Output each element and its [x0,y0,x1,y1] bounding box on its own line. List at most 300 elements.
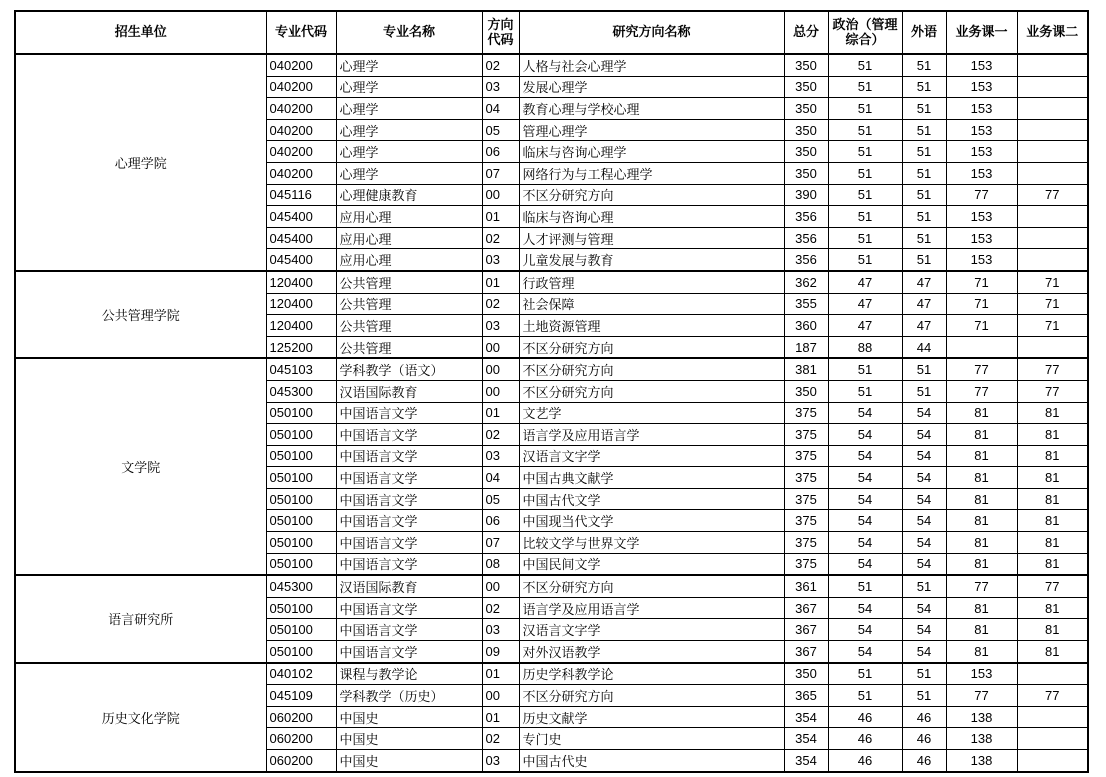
direction-name-cell: 网络行为与工程心理学 [519,162,784,184]
direction-code-cell: 09 [482,641,519,663]
direction-code-cell: 08 [482,553,519,575]
major-code-cell: 045300 [266,380,336,402]
foreign-language-score-cell: 51 [902,358,946,380]
course-two-score-cell [1017,162,1088,184]
course-two-score-cell [1017,750,1088,772]
total-score-cell: 354 [784,728,828,750]
major-code-cell: 040102 [266,663,336,685]
politics-score-cell: 51 [828,162,902,184]
foreign-language-score-cell: 54 [902,510,946,532]
politics-score-cell: 51 [828,249,902,271]
total-score-cell: 360 [784,315,828,337]
direction-code-cell: 04 [482,467,519,489]
foreign-language-score-cell: 51 [902,54,946,76]
foreign-language-score-cell: 54 [902,467,946,489]
direction-name-cell: 土地资源管理 [519,315,784,337]
table-body [15,54,1088,772]
total-score-cell: 350 [784,98,828,120]
foreign-language-score-cell: 54 [902,445,946,467]
major-name-cell: 中国语言文学 [336,619,482,641]
direction-name-cell: 汉语言文字学 [519,619,784,641]
major-code-cell: 050100 [266,402,336,424]
course-one-score-cell: 153 [946,141,1017,163]
foreign-language-score-cell: 51 [902,98,946,120]
politics-score-cell: 51 [828,685,902,707]
major-name-cell: 心理学 [336,141,482,163]
major-code-cell: 050100 [266,532,336,554]
total-score-cell: 356 [784,227,828,249]
course-one-score-cell: 81 [946,467,1017,489]
direction-name-cell: 不区分研究方向 [519,685,784,707]
course-one-score-cell: 153 [946,206,1017,228]
major-name-cell: 中国史 [336,728,482,750]
direction-name-cell: 历史学科教学论 [519,663,784,685]
course-two-score-cell [1017,336,1088,358]
politics-score-cell: 54 [828,641,902,663]
politics-score-cell: 54 [828,488,902,510]
foreign-language-score-cell: 51 [902,141,946,163]
direction-code-cell: 05 [482,119,519,141]
course-two-score-cell: 77 [1017,184,1088,206]
direction-code-cell: 04 [482,98,519,120]
direction-code-cell: 02 [482,54,519,76]
major-code-cell: 050100 [266,597,336,619]
major-name-cell: 中国史 [336,750,482,772]
total-score-cell: 375 [784,445,828,467]
course-two-score-cell: 77 [1017,575,1088,597]
major-name-cell: 公共管理 [336,271,482,293]
major-code-cell: 060200 [266,728,336,750]
course-one-score-cell: 71 [946,293,1017,315]
major-code-cell: 050100 [266,619,336,641]
course-one-score-cell: 71 [946,271,1017,293]
course-one-score-cell: 153 [946,54,1017,76]
direction-name-cell: 不区分研究方向 [519,358,784,380]
course-two-score-cell: 81 [1017,467,1088,489]
direction-name-cell: 人才评测与管理 [519,227,784,249]
total-score-cell: 375 [784,510,828,532]
course-one-score-cell: 153 [946,249,1017,271]
major-name-cell: 公共管理 [336,293,482,315]
course-two-score-cell [1017,663,1088,685]
course-one-score-cell: 81 [946,641,1017,663]
direction-code-cell: 07 [482,162,519,184]
politics-score-cell: 51 [828,184,902,206]
course-one-score-cell: 138 [946,706,1017,728]
header-course-two: 业务课二 [1017,11,1088,54]
major-code-cell: 120400 [266,293,336,315]
unit-cell: 心理学院 [15,54,266,271]
total-score-cell: 367 [784,597,828,619]
course-two-score-cell [1017,141,1088,163]
major-name-cell: 心理学 [336,162,482,184]
politics-score-cell: 46 [828,750,902,772]
foreign-language-score-cell: 51 [902,249,946,271]
course-one-score-cell: 77 [946,358,1017,380]
course-one-score-cell: 81 [946,488,1017,510]
major-code-cell: 125200 [266,336,336,358]
course-two-score-cell: 71 [1017,293,1088,315]
direction-name-cell: 行政管理 [519,271,784,293]
direction-name-cell: 人格与社会心理学 [519,54,784,76]
direction-code-cell: 03 [482,619,519,641]
politics-score-cell: 54 [828,510,902,532]
major-name-cell: 心理学 [336,54,482,76]
politics-score-cell: 51 [828,575,902,597]
major-name-cell: 中国语言文学 [336,597,482,619]
politics-score-cell: 51 [828,54,902,76]
foreign-language-score-cell: 51 [902,76,946,98]
direction-code-cell: 01 [482,402,519,424]
course-two-score-cell [1017,76,1088,98]
major-name-cell: 中国语言文学 [336,532,482,554]
foreign-language-score-cell: 47 [902,315,946,337]
direction-name-cell: 不区分研究方向 [519,184,784,206]
course-two-score-cell [1017,227,1088,249]
politics-score-cell: 88 [828,336,902,358]
foreign-language-score-cell: 51 [902,380,946,402]
total-score-cell: 375 [784,488,828,510]
major-name-cell: 中国语言文学 [336,445,482,467]
direction-code-cell: 02 [482,424,519,446]
direction-name-cell: 比较文学与世界文学 [519,532,784,554]
total-score-cell: 375 [784,424,828,446]
major-name-cell: 中国史 [336,706,482,728]
major-code-cell: 050100 [266,445,336,467]
foreign-language-score-cell: 51 [902,184,946,206]
direction-name-cell: 临床与咨询心理学 [519,141,784,163]
major-name-cell: 应用心理 [336,206,482,228]
direction-name-cell: 不区分研究方向 [519,380,784,402]
total-score-cell: 187 [784,336,828,358]
total-score-cell: 350 [784,380,828,402]
direction-name-cell: 中国古典文献学 [519,467,784,489]
course-two-score-cell: 77 [1017,380,1088,402]
total-score-cell: 367 [784,641,828,663]
direction-name-cell: 儿童发展与教育 [519,249,784,271]
foreign-language-score-cell: 54 [902,402,946,424]
foreign-language-score-cell: 47 [902,293,946,315]
direction-name-cell: 社会保障 [519,293,784,315]
unit-cell: 文学院 [15,358,266,575]
direction-code-cell: 03 [482,445,519,467]
major-code-cell: 050100 [266,641,336,663]
direction-code-cell: 03 [482,315,519,337]
direction-name-cell: 教育心理与学校心理 [519,98,784,120]
major-code-cell: 050100 [266,424,336,446]
course-one-score-cell: 153 [946,76,1017,98]
course-two-score-cell [1017,54,1088,76]
course-one-score-cell: 77 [946,184,1017,206]
direction-code-cell: 00 [482,184,519,206]
major-code-cell: 050100 [266,467,336,489]
foreign-language-score-cell: 54 [902,532,946,554]
direction-code-cell: 06 [482,510,519,532]
direction-name-cell: 管理心理学 [519,119,784,141]
foreign-language-score-cell: 46 [902,728,946,750]
course-one-score-cell: 81 [946,532,1017,554]
foreign-language-score-cell: 51 [902,162,946,184]
course-one-score-cell: 138 [946,750,1017,772]
politics-score-cell: 51 [828,227,902,249]
major-code-cell: 045300 [266,575,336,597]
major-code-cell: 040200 [266,76,336,98]
direction-code-cell: 00 [482,380,519,402]
foreign-language-score-cell: 46 [902,706,946,728]
direction-code-cell: 00 [482,575,519,597]
header-foreign-language: 外语 [902,11,946,54]
foreign-language-score-cell: 46 [902,750,946,772]
course-two-score-cell [1017,706,1088,728]
direction-code-cell: 02 [482,293,519,315]
politics-score-cell: 51 [828,141,902,163]
politics-score-cell: 54 [828,445,902,467]
foreign-language-score-cell: 47 [902,271,946,293]
major-name-cell: 汉语国际教育 [336,575,482,597]
major-code-cell: 045400 [266,206,336,228]
course-two-score-cell: 77 [1017,685,1088,707]
foreign-language-score-cell: 51 [902,119,946,141]
course-two-score-cell: 71 [1017,315,1088,337]
direction-code-cell: 00 [482,358,519,380]
course-two-score-cell: 81 [1017,510,1088,532]
major-name-cell: 课程与教学论 [336,663,482,685]
course-two-score-cell: 81 [1017,553,1088,575]
major-code-cell: 120400 [266,315,336,337]
direction-code-cell: 07 [482,532,519,554]
direction-name-cell: 不区分研究方向 [519,575,784,597]
total-score-cell: 354 [784,750,828,772]
total-score-cell: 350 [784,76,828,98]
direction-name-cell: 语言学及应用语言学 [519,424,784,446]
direction-code-cell: 00 [482,336,519,358]
foreign-language-score-cell: 54 [902,597,946,619]
course-two-score-cell [1017,728,1088,750]
major-name-cell: 学科教学（历史） [336,685,482,707]
total-score-cell: 350 [784,663,828,685]
major-name-cell: 中国语言文学 [336,467,482,489]
politics-score-cell: 54 [828,532,902,554]
direction-code-cell: 03 [482,249,519,271]
foreign-language-score-cell: 51 [902,227,946,249]
major-name-cell: 中国语言文学 [336,553,482,575]
total-score-cell: 354 [784,706,828,728]
table-row [15,575,1088,597]
foreign-language-score-cell: 44 [902,336,946,358]
major-code-cell: 040200 [266,141,336,163]
major-code-cell: 045116 [266,184,336,206]
politics-score-cell: 54 [828,553,902,575]
header-total: 总分 [784,11,828,54]
header-politics: 政治（管理综合） [828,11,902,54]
header-major-name: 专业名称 [336,11,482,54]
direction-code-cell: 00 [482,685,519,707]
politics-score-cell: 46 [828,706,902,728]
major-name-cell: 中国语言文学 [336,488,482,510]
politics-score-cell: 51 [828,206,902,228]
course-two-score-cell: 81 [1017,488,1088,510]
major-name-cell: 应用心理 [336,227,482,249]
total-score-cell: 375 [784,467,828,489]
major-name-cell: 应用心理 [336,249,482,271]
foreign-language-score-cell: 51 [902,685,946,707]
politics-score-cell: 51 [828,380,902,402]
direction-code-cell: 02 [482,597,519,619]
course-one-score-cell: 81 [946,424,1017,446]
politics-score-cell: 51 [828,76,902,98]
direction-name-cell: 历史文献学 [519,706,784,728]
foreign-language-score-cell: 54 [902,619,946,641]
politics-score-cell: 47 [828,315,902,337]
header-course-one: 业务课一 [946,11,1017,54]
major-code-cell: 050100 [266,553,336,575]
direction-name-cell: 专门史 [519,728,784,750]
total-score-cell: 375 [784,532,828,554]
course-one-score-cell: 81 [946,619,1017,641]
total-score-cell: 356 [784,206,828,228]
table-row [15,358,1088,380]
header-major-code: 专业代码 [266,11,336,54]
course-two-score-cell [1017,119,1088,141]
course-two-score-cell: 81 [1017,597,1088,619]
major-code-cell: 120400 [266,271,336,293]
major-code-cell: 040200 [266,162,336,184]
direction-name-cell: 文艺学 [519,402,784,424]
major-name-cell: 中国语言文学 [336,510,482,532]
major-name-cell: 中国语言文学 [336,424,482,446]
direction-name-cell: 对外汉语教学 [519,641,784,663]
course-two-score-cell: 71 [1017,271,1088,293]
major-code-cell: 060200 [266,750,336,772]
foreign-language-score-cell: 54 [902,553,946,575]
course-one-score-cell: 81 [946,402,1017,424]
major-name-cell: 中国语言文学 [336,402,482,424]
direction-code-cell: 02 [482,227,519,249]
course-one-score-cell [946,336,1017,358]
major-name-cell: 心理健康教育 [336,184,482,206]
major-name-cell: 学科教学（语文） [336,358,482,380]
course-one-score-cell: 153 [946,98,1017,120]
foreign-language-score-cell: 54 [902,488,946,510]
course-one-score-cell: 81 [946,553,1017,575]
course-one-score-cell: 81 [946,597,1017,619]
total-score-cell: 362 [784,271,828,293]
direction-code-cell: 02 [482,728,519,750]
major-code-cell: 060200 [266,706,336,728]
course-one-score-cell: 71 [946,315,1017,337]
course-one-score-cell: 77 [946,575,1017,597]
major-name-cell: 心理学 [336,98,482,120]
politics-score-cell: 46 [828,728,902,750]
total-score-cell: 390 [784,184,828,206]
total-score-cell: 365 [784,685,828,707]
table-row [15,54,1088,76]
major-name-cell: 心理学 [336,76,482,98]
total-score-cell: 350 [784,54,828,76]
direction-code-cell: 01 [482,706,519,728]
header-direction-name: 研究方向名称 [519,11,784,54]
direction-code-cell: 03 [482,76,519,98]
total-score-cell: 375 [784,402,828,424]
course-one-score-cell: 153 [946,119,1017,141]
politics-score-cell: 51 [828,663,902,685]
politics-score-cell: 51 [828,119,902,141]
major-code-cell: 040200 [266,119,336,141]
direction-code-cell: 06 [482,141,519,163]
major-name-cell: 心理学 [336,119,482,141]
politics-score-cell: 54 [828,619,902,641]
course-two-score-cell [1017,206,1088,228]
politics-score-cell: 54 [828,424,902,446]
foreign-language-score-cell: 54 [902,641,946,663]
direction-name-cell: 汉语言文字学 [519,445,784,467]
politics-score-cell: 51 [828,358,902,380]
direction-code-cell: 03 [482,750,519,772]
major-code-cell: 045400 [266,227,336,249]
foreign-language-score-cell: 51 [902,575,946,597]
total-score-cell: 350 [784,119,828,141]
course-two-score-cell: 81 [1017,424,1088,446]
major-name-cell: 中国语言文学 [336,641,482,663]
major-name-cell: 公共管理 [336,315,482,337]
direction-name-cell: 中国民间文学 [519,553,784,575]
course-one-score-cell: 77 [946,380,1017,402]
unit-cell: 语言研究所 [15,575,266,662]
course-two-score-cell: 81 [1017,532,1088,554]
total-score-cell: 356 [784,249,828,271]
header-unit: 招生单位 [15,11,266,54]
politics-score-cell: 54 [828,597,902,619]
major-code-cell: 040200 [266,98,336,120]
total-score-cell: 381 [784,358,828,380]
admission-score-table [14,10,1089,773]
total-score-cell: 350 [784,162,828,184]
course-two-score-cell [1017,98,1088,120]
direction-name-cell: 临床与咨询心理 [519,206,784,228]
direction-name-cell: 不区分研究方向 [519,336,784,358]
course-one-score-cell: 77 [946,685,1017,707]
total-score-cell: 355 [784,293,828,315]
total-score-cell: 361 [784,575,828,597]
course-one-score-cell: 153 [946,663,1017,685]
course-two-score-cell: 81 [1017,402,1088,424]
course-one-score-cell: 138 [946,728,1017,750]
course-one-score-cell: 81 [946,510,1017,532]
header-direction-code: 方向代码 [482,11,519,54]
course-one-score-cell: 153 [946,162,1017,184]
foreign-language-score-cell: 51 [902,206,946,228]
major-name-cell: 公共管理 [336,336,482,358]
table-row [15,663,1088,685]
direction-code-cell: 01 [482,663,519,685]
politics-score-cell: 54 [828,402,902,424]
direction-code-cell: 01 [482,271,519,293]
unit-cell: 公共管理学院 [15,271,266,358]
direction-name-cell: 中国古代史 [519,750,784,772]
politics-score-cell: 47 [828,271,902,293]
major-code-cell: 050100 [266,488,336,510]
direction-name-cell: 发展心理学 [519,76,784,98]
politics-score-cell: 51 [828,98,902,120]
course-two-score-cell: 81 [1017,641,1088,663]
major-code-cell: 045103 [266,358,336,380]
politics-score-cell: 47 [828,293,902,315]
header-row [15,11,1088,54]
total-score-cell: 350 [784,141,828,163]
major-code-cell: 050100 [266,510,336,532]
course-two-score-cell: 77 [1017,358,1088,380]
major-name-cell: 汉语国际教育 [336,380,482,402]
